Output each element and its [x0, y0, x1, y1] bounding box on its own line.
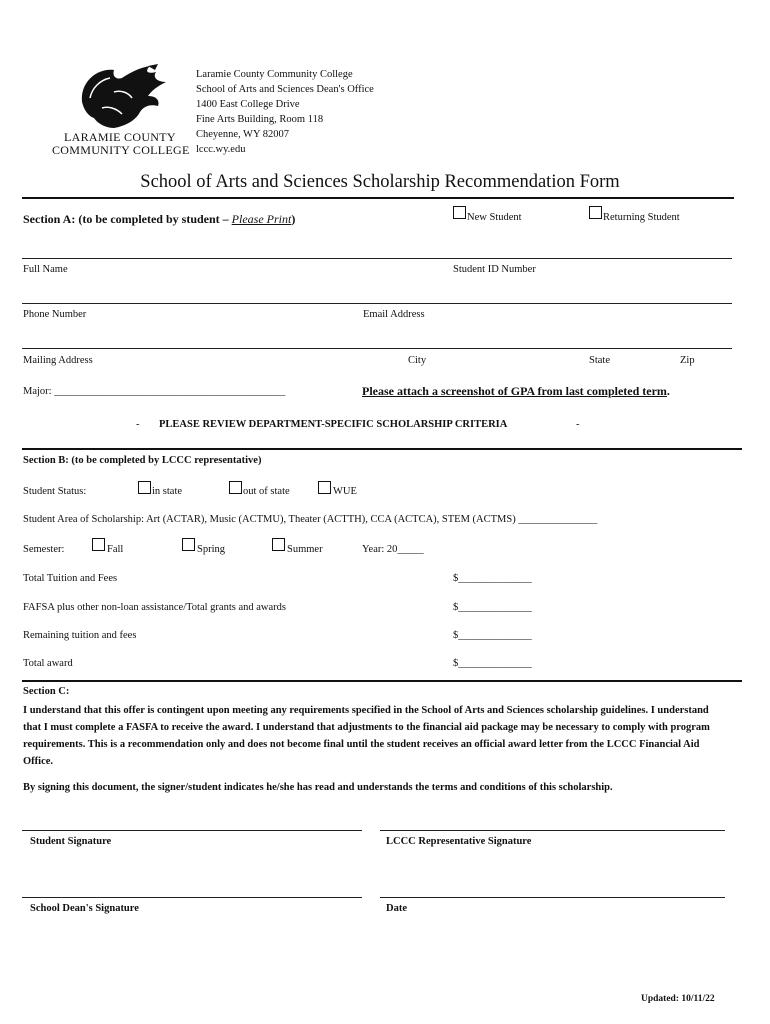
new-student-label: New Student	[467, 212, 522, 223]
semester-label: Semester:	[23, 544, 65, 555]
state-label: State	[589, 355, 610, 366]
student-status-label: Student Status:	[23, 486, 87, 497]
phone-label: Phone Number	[23, 309, 87, 320]
phone-line[interactable]	[22, 303, 732, 304]
total-award-value[interactable]: $______________	[453, 658, 532, 669]
tuition-row-label: Total Tuition and Fees	[23, 573, 118, 584]
gpa-note: Please attach a screenshot of GPA from last completed term.	[362, 384, 670, 398]
summer-checkbox[interactable]	[272, 538, 285, 551]
total-award-label: Total award	[23, 658, 73, 669]
student-signature-label: Student Signature	[30, 836, 112, 847]
mailing-line[interactable]	[22, 348, 732, 349]
dean-signature-line[interactable]	[22, 897, 362, 898]
dean-signature-label: School Dean's Signature	[30, 903, 139, 914]
fall-label: Fall	[107, 544, 124, 555]
fafsa-row-value[interactable]: $______________	[453, 602, 532, 613]
remaining-row-value[interactable]: $______________	[453, 630, 532, 641]
section-b-rule	[22, 448, 742, 450]
address-line: Fine Arts Building, Room 118	[196, 114, 324, 125]
year-field[interactable]: Year: 20_____	[362, 544, 424, 555]
email-label: Email Address	[363, 309, 425, 320]
address-line: Cheyenne, WY 82007	[196, 129, 290, 140]
city-label: City	[408, 355, 427, 366]
full-name-line[interactable]	[22, 258, 732, 259]
in-state-label: in state	[152, 486, 183, 497]
updated-date: Updated: 10/11/22	[641, 994, 715, 1004]
student-signature-line[interactable]	[22, 830, 362, 831]
section-c-rule	[22, 680, 742, 682]
remaining-row-label: Remaining tuition and fees	[23, 630, 137, 641]
summer-label: Summer	[287, 544, 323, 555]
review-dash-right: -	[576, 419, 580, 430]
out-of-state-checkbox[interactable]	[229, 481, 242, 494]
section-b-heading: Section B: (to be completed by LCCC representative)	[23, 455, 262, 466]
student-id-label: Student ID Number	[453, 264, 536, 275]
eagle-icon	[52, 62, 192, 134]
date-line[interactable]	[380, 897, 725, 898]
fafsa-row-label: FAFSA plus other non-loan assistance/Total grants and awards	[23, 602, 286, 613]
title-rule	[22, 197, 734, 199]
address-line: Laramie County Community College	[196, 69, 353, 80]
major-field[interactable]: Major: ____________________________________________	[23, 386, 286, 397]
logo-line2: COMMUNITY COLLEGE	[52, 143, 190, 157]
tuition-row-value[interactable]: $______________	[453, 573, 532, 584]
spring-label: Spring	[197, 544, 226, 555]
out-of-state-label: out of state	[243, 486, 290, 497]
wue-label: WUE	[333, 486, 357, 497]
returning-student-label: Returning Student	[603, 212, 680, 223]
terms-paragraph: I understand that this offer is contingent upon meeting any requirements specified in the School of Arts and Sciences scholarship guidelines. I understand that I must complete a FASFA to receive the award. I understand that adjustments to the financial aid package may be necessary to comply with program requirements. This is a recommendation only and does not become final until the student receives an official award letter from the LCCC Financial Aid Office.	[23, 705, 710, 767]
college-logo	[52, 62, 192, 162]
logo-line1: LARAMIE COUNTY	[64, 130, 176, 144]
new-student-checkbox[interactable]	[453, 206, 466, 219]
wue-checkbox[interactable]	[318, 481, 331, 494]
rep-signature-line[interactable]	[380, 830, 725, 831]
in-state-checkbox[interactable]	[138, 481, 151, 494]
form-title: School of Arts and Sciences Scholarship Recommendation Form	[140, 172, 620, 192]
section-c-heading: Section C:	[23, 686, 70, 697]
full-name-label: Full Name	[23, 264, 68, 275]
mailing-label: Mailing Address	[23, 355, 93, 366]
section-a-heading: Section A: (to be completed by student – Please Print)	[23, 212, 296, 226]
rep-signature-label: LCCC Representative Signature	[386, 836, 532, 847]
date-label: Date	[386, 903, 407, 914]
spring-checkbox[interactable]	[182, 538, 195, 551]
address-line: lccc.wy.edu	[196, 144, 246, 155]
returning-student-checkbox[interactable]	[589, 206, 602, 219]
fall-checkbox[interactable]	[92, 538, 105, 551]
zip-label: Zip	[680, 355, 695, 366]
address-line: School of Arts and Sciences Dean's Office	[196, 84, 374, 95]
address-block	[196, 67, 374, 157]
scholarship-area[interactable]: Student Area of Scholarship: Art (ACTAR), Music (ACTMU), Theater (ACTTH), CCA (ACTCA), STEM (ACTMS) _______________	[23, 514, 598, 525]
review-dash-left: -	[136, 419, 140, 430]
signing-statement: By signing this document, the signer/student indicates he/she has read and understands the terms and conditions of this scholarship.	[23, 782, 613, 793]
review-criteria: PLEASE REVIEW DEPARTMENT-SPECIFIC SCHOLARSHIP CRITERIA	[159, 419, 508, 430]
address-line: 1400 East College Drive	[196, 99, 300, 110]
